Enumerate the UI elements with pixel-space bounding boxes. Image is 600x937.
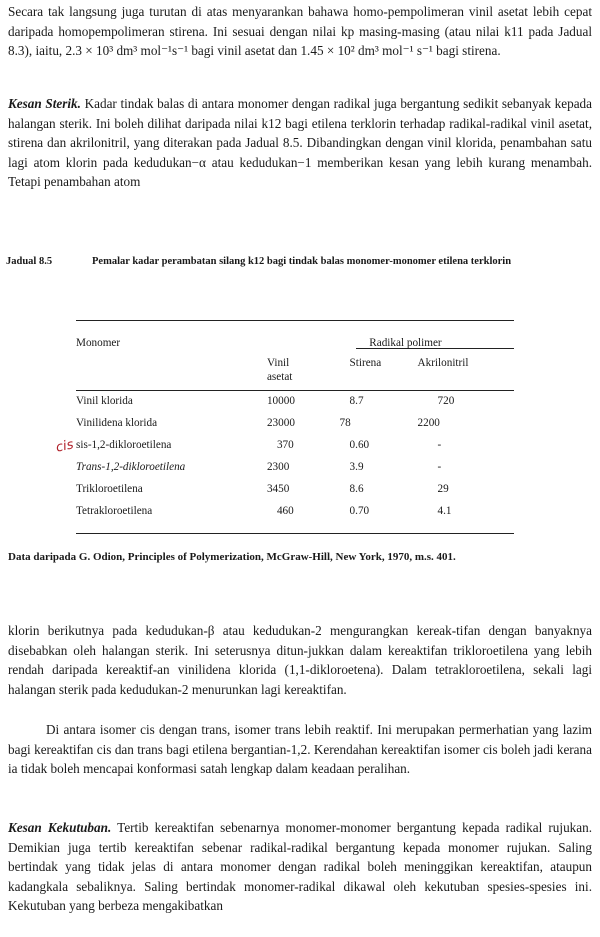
cell-stirena: 78 [339, 417, 351, 429]
table-header-row-1 [76, 330, 514, 356]
header-monomer: Monomer [76, 337, 121, 349]
table-number: Jadual 8.5 [6, 256, 53, 267]
cell-akrilo: - [437, 439, 442, 451]
cell-monomer: Tetrakloroetilena [76, 505, 153, 517]
polarity-heading: Kesan Kekutuban. [8, 820, 112, 835]
table-row [76, 478, 514, 500]
header-radical-group: Radikal polimer [369, 337, 442, 349]
cell-akrilo: 2200 [417, 417, 440, 429]
paragraph-intro: Secara tak langsung juga turutan di atas menyarankan bahawa homo-pempolimeran vinil asetat lebih cepat daripada homopempolimeran stirena. Ini sesuai dengan nilai kp masing-masing (atau nilai k11 pada Jadual 8.3), iaitu, 2.3 × 10³ dm³ mol⁻¹s⁻¹ bagi vinil asetat dan 1.45 × 10² dm³ mol⁻¹ s⁻¹ bagi stirena. [8, 4, 592, 59]
header-akrilonitril: Akrilonitril [417, 357, 469, 369]
rate-constant-table [76, 330, 514, 522]
cell-akrilo: 720 [437, 395, 455, 407]
polarity-body: Tertib kereaktifan sebenarnya monomer-monomer bergantung kepada radikal rujukan. Demikian juga tertib kereaktifan sebenar radikal-radikal bergantung kepada monomer rujukan. Saling bertindak yang tidak jelas di antara monomer dengan radikal boleh meninggikan kereaktifan, ataupun kadangkala sebaliknya. Saling bertindak monomer-radikal dikawal oleh kekutuban spesies-spesies ini. Kekutuban yang berbeza mengakibatkan [8, 820, 592, 914]
table-top-rule [76, 320, 514, 321]
paragraph-steric [8, 94, 592, 192]
table-source-note: Data daripada G. Odion, Principles of Polymerization, McGraw-Hill, New York, 1970, m.s. 401. [8, 551, 456, 563]
table-caption [6, 255, 594, 268]
cell-monomer: Trikloroetilena [76, 483, 143, 495]
cell-monomer: Vinil klorida [76, 395, 133, 407]
header-stirena: Stirena [349, 357, 382, 369]
table-row [76, 434, 514, 456]
cell-vinil: 370 [276, 439, 294, 451]
cell-vinil: 460 [276, 505, 294, 517]
cell-stirena: 3.9 [349, 461, 364, 473]
paragraph-steric-cont: klorin berikutnya pada kedudukan-β atau kedudukan-2 mengurangkan kereak-tifan dengan banyaknya disebabkan oleh halangan sterik. Ini seterusnya ditun-jukkan dalam kereaktifan trikloroetilena yang lebih rendah daripada kereaktif-an vinilidena klorida (1,1-dikloroetena). Dalam tetrakloroetilena, sekali lagi halangan sterik pada kedudukan-2 menurunkan lagi kereaktifan. [8, 623, 592, 697]
table-bottom-rule [76, 533, 514, 534]
cell-stirena: 0.70 [349, 505, 370, 517]
cell-vinil: 23000 [266, 417, 295, 429]
table-row [76, 412, 514, 434]
table-row [76, 456, 514, 478]
cell-akrilo: - [437, 461, 442, 473]
table-row [76, 500, 514, 522]
steric-heading: Kesan Sterik. [8, 96, 81, 111]
cell-vinil: 2300 [266, 461, 290, 473]
handwritten-annotation: cis [54, 437, 75, 456]
cell-monomer: Trans-1,2-dikloroetilena [76, 461, 186, 473]
cell-vinil: 3450 [266, 483, 290, 495]
cell-akrilo: 29 [437, 483, 449, 495]
table-caption-text: Pemalar kadar perambatan silang k12 bagi tindak balas monomer-monomer etilena terklorin [92, 256, 512, 267]
table-header-row-2 [76, 356, 514, 390]
table-row [76, 390, 514, 412]
steric-body: Kadar tindak balas di antara monomer dengan radikal juga bergantung sedikit sebanyak kepada halangan sterik. Ini boleh dilihat daripada nilai k12 bagi etilena terklorin terhadap radikal-radikal vinil asetat, stirena dan akrilonitril, yang diterakan pada Jadual 8.5. Dibandingkan dengan vinil klorida, penambahan satu lagi atom klorin pada kedudukan−α atau kedudukan−1 memberikan kesan yang lebih kurang menambah. Tetapi penambahan atom [8, 96, 592, 190]
cell-stirena: 8.6 [349, 483, 364, 495]
cell-monomer: Vinilidena klorida [76, 417, 158, 429]
header-vinil-asetat: Vinil asetat [266, 357, 293, 383]
cell-monomer: sis-1,2-dikloroetilena [76, 439, 172, 451]
paragraph-polarity [8, 818, 592, 916]
cell-akrilo: 4.1 [437, 505, 452, 517]
cell-vinil: 10000 [266, 395, 295, 407]
cell-stirena: 0.60 [349, 439, 370, 451]
cell-stirena: 8.7 [349, 395, 364, 407]
paragraph-cis-trans: Di antara isomer cis dengan trans, isomer trans lebih reaktif. Ini merupakan permerhatian yang lazim bagi kereaktifan cis dan trans bagi etilena bergantian-1,2. Kerendahan kereaktifan isomer cis boleh jadi kerana ia tidak boleh mencapai konformasi satah lengkap dalam keadaan peralihan. [8, 722, 592, 777]
